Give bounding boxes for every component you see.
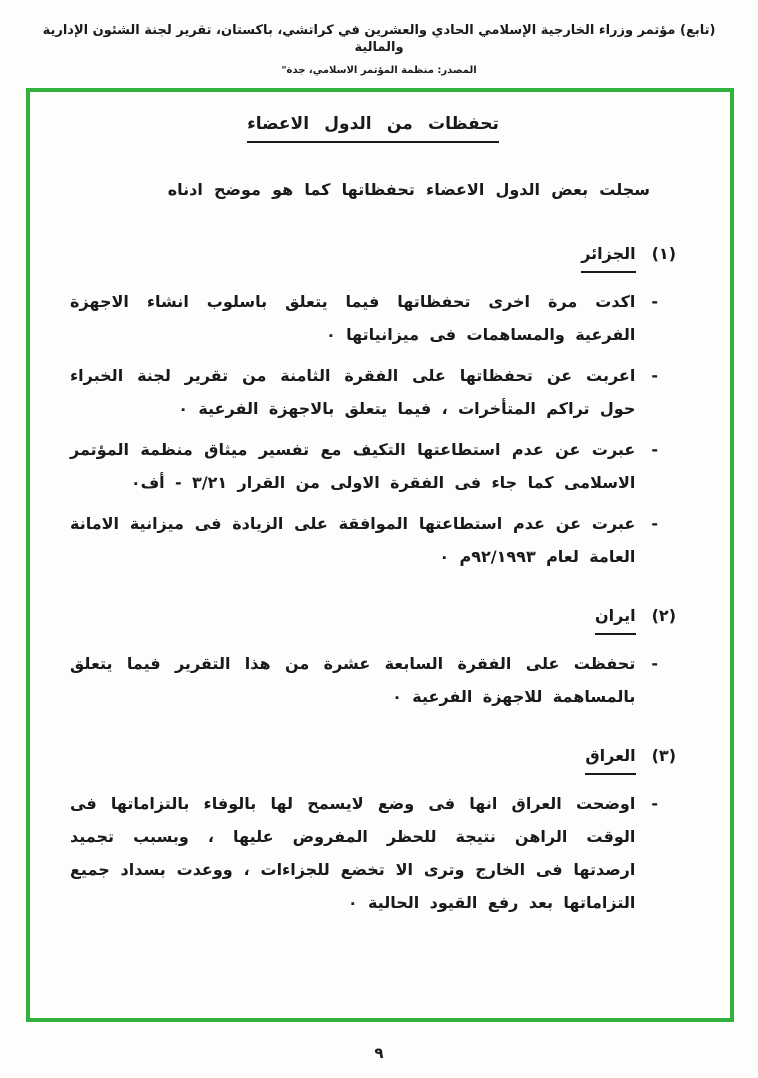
dash-marker: -: [651, 366, 658, 385]
header-title: (تابع) مؤتمر وزراء الخارجية الإسلامي الحادي والعشرين في كراتشي، باكستان، تقرير لجنة الشئون الإدارية والمالية: [42, 23, 716, 55]
reservation-text: تحفظت على الفقرة السابعة عشرة من هذا التقرير فيما يتعلق بالمساهمة للاجهزة الفرعية ٠: [70, 654, 636, 706]
section-number: (٢): [651, 606, 676, 625]
dash-marker: -: [651, 794, 658, 813]
reservation-item: [70, 285, 658, 351]
section-heading: [70, 603, 676, 635]
reservation-text: اكدت مرة اخرى تحفظاتها فيما يتعلق باسلوب انشاء الاجهزة الفرعية والمساهمات فى ميزانياتها ٠: [70, 292, 636, 344]
reservation-item: [70, 647, 658, 713]
section-algeria: [70, 241, 676, 573]
reservation-item: [70, 787, 658, 919]
page-number: ٩: [374, 1044, 384, 1062]
document-header: [0, 0, 758, 76]
header-source-line: المصدر: منظمة المؤتمر الاسلامي، جدة": [281, 65, 477, 76]
intro-paragraph: سجلت بعض الدول الاعضاء تحفظاتها كما هو موضح ادناه: [167, 180, 650, 199]
document-title: تحفظات من الدول الاعضاء: [247, 114, 499, 143]
section-heading: [70, 743, 676, 775]
reservation-text: اوضحت العراق انها فى وضع لايسمح لها بالوفاء بالتزاماتها فى الوقت الراهن نتيجة للحظر المفروض عليها ، وبسبب تجميد ارصدتها فى الخارج وترى الا تخضع للجزاءات ، ووعدت بسداد جميع التزاماتها بعد رفع القيود الحالية ٠: [70, 794, 636, 912]
content-frame: [26, 88, 734, 1022]
section-country-name: الجزائر: [581, 241, 635, 273]
reservation-text: عبرت عن عدم استطاعتها التكيف مع تفسير ميثاق منظمة المؤتمر الاسلامى كما جاء فى الفقرة الاولى من القرار ٣/٢١ - أف٠: [70, 440, 636, 492]
document-title-wrap: [70, 114, 676, 143]
reservation-item: [70, 433, 658, 499]
section-iraq: [70, 743, 676, 919]
section-country-name: العراق: [585, 743, 635, 775]
section-iran: [70, 603, 676, 713]
section-heading: [70, 241, 676, 273]
dash-marker: -: [651, 292, 658, 311]
reservation-item: [70, 359, 658, 425]
section-number: (٣): [651, 746, 676, 765]
reservation-item: [70, 507, 658, 573]
dash-marker: -: [651, 514, 658, 533]
dash-marker: -: [651, 440, 658, 459]
reservation-text: عبرت عن عدم استطاعتها الموافقة على الزيادة فى ميزانية الامانة العامة لعام ٩٢/١٩٩٣م ٠: [70, 514, 636, 566]
dash-marker: -: [651, 654, 658, 673]
reservation-text: اعربت عن تحفظاتها على الفقرة الثامنة من تقرير لجنة الخبراء حول تراكم المتأخرات ، فيما يتعلق بالاجهزة الفرعية ٠: [70, 366, 636, 418]
section-country-name: ايران: [595, 603, 636, 635]
section-number: (١): [651, 244, 676, 263]
